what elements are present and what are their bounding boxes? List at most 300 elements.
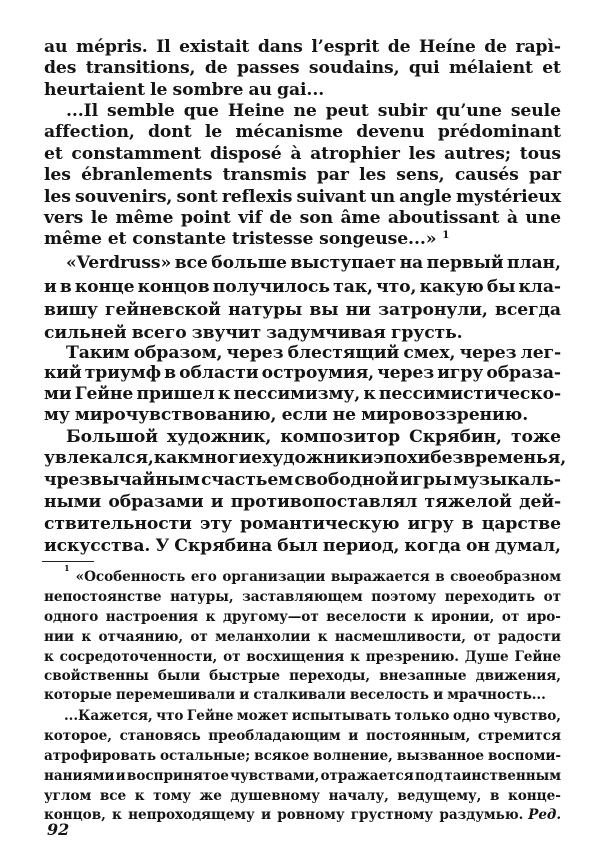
word: был — [277, 536, 318, 556]
editor-attribution: Ред. — [528, 807, 561, 823]
word: концов, — [44, 807, 106, 823]
word: У — [155, 536, 170, 556]
word: увлекался, — [44, 448, 154, 468]
word: конце — [74, 277, 135, 297]
word: mélaient — [448, 58, 533, 78]
word: мировоззрению. — [361, 405, 529, 425]
word: внезапные — [379, 668, 467, 684]
word: мрачность... — [447, 687, 546, 703]
footnote-line — [44, 588, 561, 607]
word: свойственны — [44, 668, 149, 684]
word: же — [199, 788, 222, 804]
word: и — [115, 768, 126, 784]
word: к — [134, 788, 145, 804]
word: ...Il — [66, 101, 99, 121]
word: к — [350, 649, 360, 665]
word: Гейне — [514, 649, 561, 665]
word: prédominant — [437, 122, 561, 142]
word: натуры, — [170, 589, 234, 605]
word: игры — [399, 470, 452, 490]
word: в — [164, 363, 176, 383]
word: «Особенность — [75, 569, 186, 585]
word: если — [281, 405, 328, 425]
word: меланхолии — [215, 629, 311, 645]
word: смех, — [403, 343, 456, 363]
word: dont — [148, 122, 192, 142]
word: чрезвычайным — [44, 470, 200, 490]
word: насмешливости, — [334, 629, 466, 645]
word: чувство, — [493, 708, 561, 724]
word: par — [529, 165, 561, 185]
word: которое, — [44, 728, 112, 744]
word: вы — [309, 300, 339, 320]
word: думал, — [494, 536, 561, 556]
word: disposé — [209, 144, 282, 164]
word: конце- — [508, 788, 561, 804]
footnote-line — [44, 727, 561, 746]
footnote-ref[interactable]: 1 — [442, 228, 450, 241]
body-line — [44, 187, 561, 208]
word: что — [156, 708, 184, 724]
body-line — [44, 363, 561, 384]
word: противопоставлял — [230, 492, 418, 512]
word: своеобразном — [450, 569, 561, 585]
footnote-line — [44, 806, 561, 825]
word: испытывать — [291, 708, 392, 724]
word: поэтому — [371, 589, 437, 605]
body-line — [44, 323, 561, 344]
body-line-text: même et constante tristesse songeuse...» — [44, 229, 437, 249]
word: l’esprit — [311, 37, 380, 57]
body-line — [66, 343, 561, 364]
body-line — [44, 384, 561, 405]
word: кий — [44, 363, 82, 383]
word: и — [239, 687, 250, 703]
word: одно — [452, 708, 490, 724]
word: aboutissant — [387, 208, 500, 228]
word: что, — [376, 277, 417, 297]
word: от — [543, 589, 561, 605]
word: qui — [408, 58, 440, 78]
footnote-line — [44, 648, 561, 667]
word: сильней — [44, 323, 127, 343]
body-line — [44, 144, 561, 165]
word: subir — [377, 101, 428, 121]
word: выступает — [290, 253, 397, 273]
word: un — [370, 187, 395, 207]
word: пессимизму, — [233, 384, 361, 404]
word: les — [359, 165, 386, 185]
word: «Verdruss» — [66, 253, 172, 273]
word: devenu — [356, 122, 425, 142]
word: passes — [236, 58, 300, 78]
word: раздумью. — [439, 807, 524, 823]
body-line — [44, 58, 561, 79]
word: к — [205, 609, 216, 625]
word: художники — [262, 448, 374, 468]
footnote-marker: 1 — [64, 563, 70, 573]
word: волнение, — [313, 748, 393, 764]
body-line — [44, 277, 561, 298]
word: от — [501, 609, 520, 625]
footnote-line — [44, 747, 561, 766]
word: son — [299, 208, 333, 228]
word: нии — [44, 629, 74, 645]
word: и — [210, 492, 224, 512]
word: les — [44, 165, 71, 185]
word: мирочувствованию, — [74, 405, 277, 425]
word: Большой — [66, 427, 158, 447]
word: angle — [399, 187, 452, 207]
word: он — [465, 536, 490, 556]
word: чувствами, — [230, 768, 320, 784]
word: Heine — [227, 101, 285, 121]
word: затронули, — [378, 300, 488, 320]
word: переходить — [444, 589, 535, 605]
word: не — [332, 405, 356, 425]
word: тяжелой — [424, 492, 512, 512]
body-line — [44, 536, 561, 557]
word: отчаянию, — [98, 629, 184, 645]
word: и — [348, 728, 359, 744]
footnote-line — [44, 608, 561, 627]
word: образами — [108, 492, 204, 512]
word: выражается — [330, 569, 430, 585]
body-line — [44, 405, 561, 426]
word: таинственным — [444, 768, 561, 784]
word: так, — [333, 277, 373, 297]
word: гейневской — [105, 300, 221, 320]
word: сосредоточенности, — [59, 649, 218, 665]
word: быстрые — [209, 668, 280, 684]
word: gai... — [277, 80, 325, 100]
word: композитор — [280, 427, 401, 447]
word: ...Кажется, — [64, 708, 153, 724]
word: que — [183, 101, 219, 121]
word: seule — [510, 101, 561, 121]
word: Гейне — [186, 708, 234, 724]
word: блестящий — [287, 343, 400, 363]
word: à — [506, 208, 518, 228]
word: остроумия, — [261, 363, 375, 383]
word: к — [413, 609, 424, 625]
word: dans — [257, 37, 303, 57]
word: восхищения — [246, 649, 345, 665]
footnote-separator — [42, 561, 94, 562]
word: от — [473, 629, 491, 645]
word: Душе — [464, 649, 509, 665]
word: к — [81, 629, 92, 645]
word: par — [316, 165, 349, 185]
word: движения, — [475, 668, 561, 684]
word: в — [59, 277, 72, 297]
word: vers — [44, 208, 84, 228]
body-line — [44, 448, 567, 469]
word: эпохи — [373, 448, 431, 468]
word: Heíne — [419, 37, 476, 57]
word: вишу — [44, 300, 98, 320]
word: отражается — [320, 768, 414, 784]
word: qu’une — [436, 101, 502, 121]
word: constamment — [71, 144, 202, 164]
word: перемешивали — [115, 687, 236, 703]
word: causés — [454, 165, 519, 185]
body-line — [44, 300, 561, 321]
word: et — [542, 58, 561, 78]
footnote-line — [44, 767, 561, 786]
footnote-line-words — [44, 806, 523, 825]
word: les — [44, 187, 71, 207]
word: презрению. — [365, 649, 459, 665]
word: заставляющем — [242, 589, 363, 605]
word: остальные; — [160, 748, 251, 764]
word: становясь — [119, 728, 201, 744]
word: радости — [498, 629, 561, 645]
word: под — [415, 768, 443, 784]
word: peut — [325, 101, 369, 121]
word: к — [112, 807, 122, 823]
word: tous — [519, 144, 561, 164]
word: autres; — [444, 144, 512, 164]
word: sens, — [396, 165, 445, 185]
word: к — [317, 629, 328, 645]
word: existait — [179, 37, 250, 57]
word: эту — [200, 514, 232, 534]
word: ствительности — [44, 514, 192, 534]
word: его — [190, 569, 217, 585]
word: все — [174, 253, 208, 273]
word: больше — [211, 253, 287, 273]
word: иронии, — [431, 609, 495, 625]
word: через — [377, 363, 435, 383]
word: transitions, — [85, 58, 196, 78]
word: к — [44, 649, 54, 665]
word: de — [269, 208, 293, 228]
word: au — [248, 80, 272, 100]
word: ведущему, — [397, 788, 482, 804]
word: наниями — [44, 768, 115, 784]
word: ne — [293, 101, 317, 121]
word: задумчивая — [266, 323, 386, 343]
word: музыкаль- — [453, 470, 561, 490]
word: souvenirs, — [75, 187, 173, 207]
word: тоже — [510, 427, 561, 447]
word: de — [204, 58, 228, 78]
word: другому—от — [222, 609, 319, 625]
word: ми — [44, 384, 72, 404]
word: преобладающим — [208, 728, 341, 744]
body-line — [44, 37, 561, 58]
word: романтическую — [240, 514, 400, 534]
word: и — [44, 277, 57, 297]
word: тому — [153, 788, 191, 804]
word: от — [190, 629, 208, 645]
word: et — [44, 144, 63, 164]
word: стремится — [477, 728, 561, 744]
word: heurtaient — [44, 80, 145, 100]
word: les — [408, 144, 436, 164]
word: веселость — [349, 687, 429, 703]
word: Скрябина — [174, 536, 273, 556]
word: воспринятое — [126, 768, 229, 784]
word: le — [90, 208, 109, 228]
footnote-line — [64, 563, 561, 587]
word: mécanisme — [235, 122, 343, 142]
word: même — [115, 208, 174, 228]
word: Il — [156, 37, 171, 57]
word: план, — [507, 253, 561, 273]
word: в — [435, 569, 445, 585]
word: le — [204, 122, 223, 142]
word: безвременья, — [430, 448, 567, 468]
word: были — [157, 668, 200, 684]
word: всякое — [254, 748, 310, 764]
word: царстве — [481, 514, 561, 534]
word: ébranlements — [81, 165, 213, 185]
word: transmis — [222, 165, 307, 185]
word: âme — [340, 208, 381, 228]
word: au — [44, 37, 68, 57]
word: mépris. — [75, 37, 148, 57]
body-line — [44, 208, 561, 229]
word: все — [99, 788, 127, 804]
word: какую — [419, 277, 484, 297]
word: искусства. — [44, 536, 151, 556]
word: Гейне — [74, 384, 134, 404]
word: к — [217, 384, 231, 404]
word: le — [150, 80, 168, 100]
word: через — [459, 343, 517, 363]
word: ными — [44, 492, 102, 512]
word: sombre — [172, 80, 244, 100]
body-line — [44, 122, 561, 143]
word: области — [179, 363, 259, 383]
word: кла- — [518, 277, 561, 297]
word: переходы, — [289, 668, 371, 684]
body-line — [44, 470, 561, 491]
word: от — [223, 649, 241, 665]
word: когда — [404, 536, 461, 556]
word: и — [433, 687, 444, 703]
word: всего — [131, 323, 187, 343]
word: mystérieux — [455, 187, 561, 207]
word: образом, — [133, 343, 223, 363]
word: atrophier — [310, 144, 400, 164]
body-line — [66, 253, 561, 274]
word: воспоми- — [488, 748, 561, 764]
body-line — [66, 101, 561, 122]
word: всегда — [495, 300, 561, 320]
word: натуры — [228, 300, 303, 320]
word: му — [44, 405, 70, 425]
word: период, — [322, 536, 400, 556]
word: дей- — [519, 492, 561, 512]
word: сталкивали — [253, 687, 346, 703]
word: Таким — [66, 343, 130, 363]
word: триумф — [84, 363, 161, 383]
word: многие — [189, 448, 263, 468]
word: des — [44, 58, 77, 78]
body-line — [66, 427, 561, 448]
footnote-line — [44, 787, 561, 806]
word: point — [180, 208, 231, 228]
word: иро- — [526, 609, 561, 625]
word: только — [394, 708, 450, 724]
word: rapì- — [515, 37, 561, 57]
footnote-line-words — [76, 568, 561, 587]
word: постоянным, — [365, 728, 471, 744]
word: бы — [486, 277, 516, 297]
word: пессимистическо- — [378, 384, 561, 404]
word: непроходящему — [128, 807, 255, 823]
word: непостоянстве — [44, 589, 162, 605]
word: sont — [176, 187, 218, 207]
footnote-line — [44, 686, 561, 705]
word: через — [226, 343, 284, 363]
word: à — [290, 144, 302, 164]
word: счастьем — [201, 470, 294, 490]
word: soudains, — [308, 58, 400, 78]
word: к — [363, 384, 376, 404]
footnote-line — [44, 628, 561, 647]
word: началу, — [328, 788, 389, 804]
word: свободной — [294, 470, 399, 490]
word: ни — [345, 300, 371, 320]
word: атрофировать — [44, 748, 157, 764]
word: организации — [222, 569, 326, 585]
word: и — [260, 807, 272, 823]
word: одного — [44, 609, 99, 625]
footnote-line — [64, 707, 561, 726]
word: пришел — [136, 384, 215, 404]
word: reflexis — [221, 187, 293, 207]
word: углом — [44, 788, 92, 804]
word: может — [236, 708, 289, 724]
word: грустному — [350, 807, 434, 823]
word: игру — [407, 514, 454, 534]
word: vif — [238, 208, 262, 228]
word: Скрябин, — [409, 427, 502, 447]
word: une — [525, 208, 561, 228]
word: веселости — [326, 609, 407, 625]
word: душевному — [230, 788, 320, 804]
word: de — [387, 37, 411, 57]
word: которые — [44, 687, 112, 703]
body-line — [44, 80, 561, 101]
word: suivant — [296, 187, 367, 207]
word: концов — [137, 277, 210, 297]
word: de — [484, 37, 507, 57]
page-number: 92 — [47, 820, 70, 839]
word: звучит — [191, 323, 262, 343]
word: вызванное — [396, 748, 485, 764]
word: на — [399, 253, 424, 273]
body-line — [44, 514, 561, 535]
footnote-line — [44, 667, 561, 686]
word: в — [489, 788, 500, 804]
word: настроения — [105, 609, 199, 625]
word: как — [153, 448, 190, 468]
word: semble — [107, 101, 175, 121]
word: игру — [437, 363, 484, 383]
word: получилось — [212, 277, 330, 297]
word: лег- — [520, 343, 561, 363]
word: в — [461, 514, 474, 534]
body-line — [44, 165, 561, 186]
body-line — [44, 492, 561, 513]
word: affection, — [44, 122, 135, 142]
word: образа- — [486, 363, 561, 383]
